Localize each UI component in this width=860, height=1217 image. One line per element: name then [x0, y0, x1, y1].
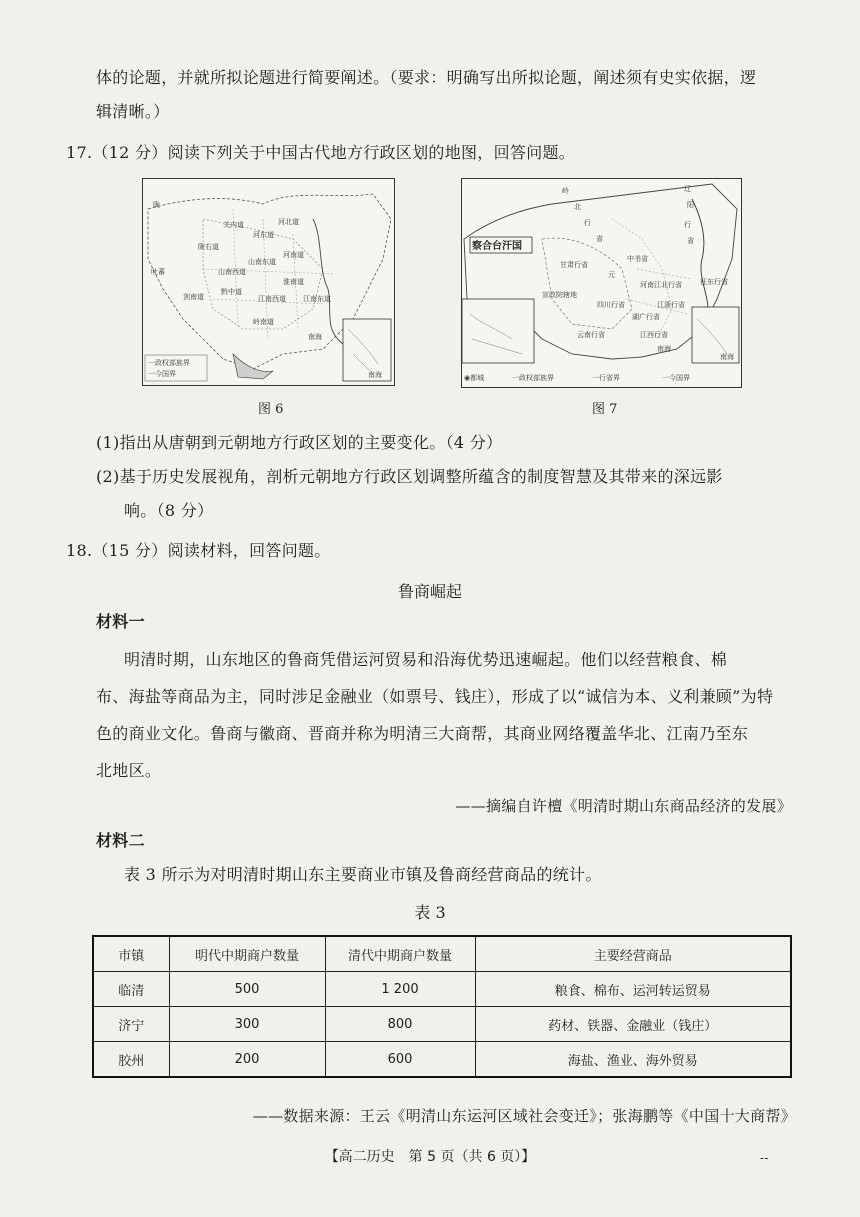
table-header-row	[93, 936, 791, 972]
svg-text:征东行省: 征东行省	[700, 278, 728, 286]
material-1-line-2: 布、海盐等商品为主，同时涉足金融业（如票号、钱庄），形成了以“诚信为本、义利兼顾”为特	[96, 687, 774, 706]
table-row	[93, 1007, 791, 1042]
table-cell: 海盐、渔业、海外贸易	[475, 1042, 791, 1078]
table-cell: 500	[169, 972, 325, 1007]
page-footer: 【高二历史 第 5 页（共 6 页）】	[324, 1149, 536, 1165]
intro-line-2: 辑清晰。）	[96, 102, 170, 121]
svg-text:元: 元	[608, 271, 615, 279]
tang-map-svg	[143, 179, 394, 385]
table-row	[93, 972, 791, 1007]
table-header-cell: 清代中期商户数量	[325, 936, 475, 972]
question-18-stem: 18.（15 分）阅读材料，回答问题。	[66, 541, 331, 560]
svg-text:河东道: 河东道	[253, 231, 274, 239]
svg-text:黔中道: 黔中道	[221, 288, 242, 296]
q17-sub1: (1)指出从唐朝到元朝地方行政区划的主要变化。（4 分）	[96, 433, 503, 452]
table-cell: 1 200	[325, 972, 475, 1007]
merchant-table	[92, 935, 792, 1078]
table-cell: 临清	[93, 972, 169, 1007]
svg-text:关内道: 关内道	[223, 221, 244, 229]
svg-text:北: 北	[574, 203, 581, 211]
fig6-legend-2: 一今国界	[148, 370, 176, 378]
fig7-legend-1: ◉都城	[464, 374, 485, 382]
table-source: ——数据来源：王云《明清山东运河区域社会变迁》；张海鹏等《中国十大商帮》	[252, 1107, 796, 1125]
svg-text:山南西道: 山南西道	[218, 268, 246, 276]
material-title: 鲁商崛起	[397, 582, 462, 601]
table-cell: 200	[169, 1042, 325, 1078]
fig7-inset-label: 南海	[720, 353, 734, 361]
svg-text:行: 行	[684, 221, 691, 229]
fig6-inset-box	[343, 319, 391, 381]
svg-text:甘肃行省: 甘肃行省	[560, 261, 588, 269]
table-header-cell: 市镇	[93, 936, 169, 972]
fig7-legend-2: 一政权部族界	[512, 374, 554, 382]
svg-text:陇右道: 陇右道	[198, 243, 219, 251]
svg-text:河南江北行省: 河南江北行省	[640, 281, 682, 289]
table-cell: 粮食、棉布、运河转运贸易	[475, 972, 791, 1007]
material-1-line-3: 色的商业文化。鲁商与徽商、晋商并称为明清三大商帮，其商业网络覆盖华北、江南乃至东	[96, 724, 749, 743]
svg-text:省: 省	[596, 235, 603, 243]
q17-sub2-line2: 响。（8 分）	[124, 501, 214, 520]
svg-text:山南东道: 山南东道	[248, 258, 276, 266]
map-figure-6	[142, 178, 395, 386]
svg-text:河南道: 河南道	[283, 251, 304, 259]
svg-text:吐蕃: 吐蕃	[151, 268, 165, 276]
table-cell: 胶州	[93, 1042, 169, 1078]
svg-text:南海: 南海	[657, 345, 671, 353]
svg-text:江南东道: 江南东道	[303, 295, 331, 303]
svg-text:陇: 陇	[153, 201, 160, 209]
svg-text:辽: 辽	[684, 185, 691, 193]
fig6-inset-label: 南海	[368, 371, 382, 379]
yuan-map-svg	[462, 179, 741, 387]
table-row	[93, 1042, 791, 1078]
question-17-stem: 17.（12 分）阅读下列关于中国古代地方行政区划的地图，回答问题。	[66, 143, 576, 162]
svg-text:云南行省: 云南行省	[577, 331, 605, 339]
q17-sub2-line1: (2)基于历史发展视角，剖析元朝地方行政区划调整所蕴含的制度智慧及其带来的深远影	[96, 467, 723, 486]
svg-text:阳: 阳	[687, 201, 694, 209]
table-cell: 800	[325, 1007, 475, 1042]
fig7-chagatai-label: 察合台汗国	[472, 241, 522, 252]
svg-text:剑南道: 剑南道	[183, 293, 204, 301]
table-cell: 济宁	[93, 1007, 169, 1042]
material-1-line-4: 北地区。	[96, 761, 162, 780]
table-cell: 600	[325, 1042, 475, 1078]
svg-text:中书省: 中书省	[627, 255, 648, 263]
table-cell: 药材、铁器、金融业（钱庄）	[475, 1007, 791, 1042]
svg-text:省: 省	[687, 237, 694, 245]
svg-text:岭南道: 岭南道	[253, 318, 274, 326]
svg-text:淮南道: 淮南道	[283, 278, 304, 286]
fig7-legend-3: 一行省界	[592, 374, 620, 382]
table-header-cell: 明代中期商户数量	[169, 936, 325, 972]
fig6-caption: 图 6	[258, 402, 284, 417]
material-1-line-1: 明清时期，山东地区的鲁商凭借运河贸易和沿海优势迅速崛起。他们以经营粮食、棉	[124, 650, 728, 669]
fig6-legend-1: 一政权部族界	[148, 359, 190, 367]
svg-text:岭: 岭	[562, 187, 569, 195]
material-1-source: ——摘编自许檀《明清时期山东商品经济的发展》	[455, 797, 792, 815]
fig7-legend-4: 一今国界	[662, 374, 690, 382]
material-1-label: 材料一	[96, 612, 145, 631]
svg-text:江南西道: 江南西道	[258, 295, 286, 303]
svg-text:行: 行	[584, 219, 591, 227]
svg-text:南海: 南海	[308, 333, 322, 341]
svg-text:江浙行省: 江浙行省	[657, 301, 685, 309]
svg-text:江西行省: 江西行省	[640, 331, 668, 339]
intro-line-1: 体的论题，并就所拟论题进行简要阐述。（要求：明确写出所拟论题，阐述须有史实依据，逻	[96, 68, 757, 87]
svg-text:河北道: 河北道	[278, 218, 299, 226]
map-figure-7	[461, 178, 742, 388]
svg-text:湖广行省: 湖广行省	[632, 313, 660, 321]
corner-mark: --	[760, 1151, 769, 1165]
material-2-label: 材料二	[96, 831, 145, 850]
svg-text:宣政院辖地: 宣政院辖地	[542, 291, 577, 299]
material-2-text: 表 3 所示为对明清时期山东主要商业市镇及鲁商经营商品的统计。	[124, 865, 602, 884]
table-header-cell: 主要经营商品	[475, 936, 791, 972]
fig7-caption: 图 7	[592, 402, 618, 417]
table-title: 表 3	[414, 903, 446, 922]
svg-text:四川行省: 四川行省	[597, 301, 625, 309]
table-cell: 300	[169, 1007, 325, 1042]
